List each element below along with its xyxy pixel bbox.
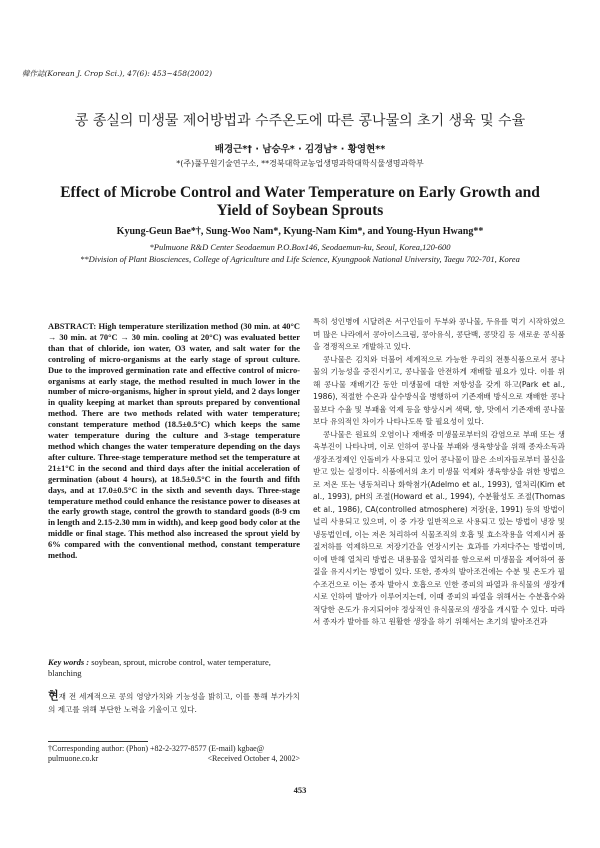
paragraph: 콩나물은 김치와 더불어 세계적으로 가능한 우리의 전통식품으로서 콩나물의 기능성을 증진시키고, 콩나물을 안전하게 재배할 필요가 있다. 이를 위해 콩나물 재배기간 동안 미생물에 대한 저항성을 갖게 하고(Park et al., 1986), 적절한 수온과 살수방식을 병행하여 기존재배 방식으로 재배한 콩나물보다 수율 및 부패율 억제 등을 향상시켜 색택, 향, 맛에서 기존재배 콩나물보다 유의적인 차이가 나타나도록 할 필요성이 있다. — [313, 354, 565, 426]
introduction-start — [48, 690, 300, 716]
footnote-rule — [48, 741, 148, 742]
page-number: 453 — [293, 785, 307, 795]
paragraph: 특히 성인병에 시달려온 서구인들이 두부와 콩나물, 두유를 먹기 시작하였으며 많은 나라에서 콩아이스크림, 콩아유식, 콩단백, 콩맛김 등 새로운 콩식품을 경쟁적으로 개발하고 있다. — [313, 317, 565, 351]
paragraph: 콩나물은 원료의 오염이나 재배중 미생물로부터의 감염으로 부패 또는 생육부진이 나타나며, 이로 인하여 콩나물 부패와 생육향상을 위해 종자소독과 생장조정제인 인돌비가 사용되고 있어 콩나물이 많은 소비자들로부터 불신을 받고 있는 실정이다. 식품에서의 초기 미생물 억제와 생육향상을 위한 방법으로 저온 또는 냉동처리나 화학첨가(Adelmo et al., 1993), 열처리(Kim et al., 1993), pH의 조절(Howard et al., 1994), 수분활성도 조절(Thomas et al., 1986), CA(controlled atmosphere) 저장(윤, 1991) 등의 방법이 널리 사용되고 있으며, 이 중 가장 일반적으로 사용되고 있는 방법이 냉장 및 냉동법인데, 이는 저온 처리하여 식물조직의 호흡 및 효소작용을 억제시켜 품질저하를 억제하므로 저장기간을 연장시키는 효과를 가져다주는 방법이며, 이에 반해 열처리 방법은 내용물을 열처리를 함으로써 미생물을 제어하여 품질을 유지시키는 방법이 있다. 또한, 종자의 발아조건에는 수분 및 온도가 필수조건으로 이는 종자 발아시 호흡으로 인한 종피의 파열과 유식물의 생장개시로 인하여 발아가 이루어지는데, 이때 종피의 파열을 위해서는 수분흡수와 적당한 온도가 유지되어야 정상적인 유식물로의 생장을 개시할 수 있다. 따라서 종자가 발아를 하고 원활한 생장을 하기 위해서는 초기의 발아조건과 — [313, 429, 565, 626]
korean-affiliation: *(주)풀무원기술연구소, **경북대학교농업생명과학대학식물생명과학부 — [176, 159, 424, 168]
footnote — [48, 744, 300, 764]
right-column — [313, 316, 565, 629]
keywords-label: Key words : — [48, 657, 90, 667]
received-date: <Received October 4, 2002> — [207, 754, 300, 763]
introduction-text: 재 전 세계적으로 콩의 영양가치와 기능성을 밝히고, 이를 통해 부가가치의 제고를 위해 부단한 노력을 기울이고 있다. — [48, 692, 300, 714]
korean-title: 콩 종실의 미생물 제어방법과 수주온도에 따른 콩나물의 초기 생육 및 수율 — [74, 113, 526, 129]
keywords — [48, 657, 300, 679]
email-tail: pulmuone.co.kr — [48, 754, 99, 763]
corresponding-author: †Corresponding author: (Phon) +82-2-3277-8577 (E-mail) kgbae@ — [48, 744, 265, 753]
english-authors: Kyung-Geun Bae*†, Sung-Woo Nam*, Kyung-Nam Kim*, and Young-Hyun Hwang** — [116, 226, 484, 237]
dropcap: 현 — [48, 689, 59, 702]
korean-authors: 배경근*† · 남승우* · 김경남* · 황영현** — [214, 144, 386, 155]
affiliation-line-1: *Pulmuone R&D Center Seodaemun P.O.Box146, Seodaemun-ku, Seoul, Korea,120-600 — [149, 242, 451, 252]
english-title: Effect of Microbe Control and Water Temperature on Early Growth and Yield of Soybean Sprouts — [60, 184, 540, 219]
keywords-text: soybean, sprout, microbe control, water temperature, blanching — [48, 657, 271, 678]
affiliation-line-2: **Division of Plant Biosciences, College of Agriculture and Life Science, Kyungpook National University, Taegu 702-701, Korea — [80, 254, 520, 264]
abstract: ABSTRACT: High temperature sterilization method (30 min. at 40°C → 30 min. at 70°C → 30 min. cooling at 20°C) was evaluated better than that of chloride, ion water, O3 water, and salt water for the controling of micro-organisms at the early stage of sprout culture. Due to the improved germination rate and effective control of micro-organisms at early stage, the method resulted in much lower in the number of micro-organisms, higher in sprout yield, and 2 days longer in quality keeping at market than sprouts prepared by conventional method. There are two methods related with water temperature; constant temperature method (18.5±0.5°C) which keeps the same water temperature during the culture and 3-stage temperature method which changes the water temperature depending on the days after culture. Three-stage temperature method set the temperature at 21±1°C in the second and third days after the initial acceleration of germination (about 4 hours), at 18.5±0.5°C in the fourth and fifth days, and at 17.0±0.5°C in the sixth and seventh days. Three-stage temperature method could enhance the resistance power to diseases at the early growth stage, control the growth to standard goods (8-9 cm in length and 2.15-2.30 mm in width), and keep good body color at the middle or final stage. This method also increased the sprout yield by 6% compared with the conventional method, constant temperature method. — [48, 321, 300, 561]
journal-citation: 韓作誌(Korean J. Crop Sci.), 47(6): 453~458(2002) — [22, 69, 213, 78]
english-affiliation — [60, 241, 540, 265]
